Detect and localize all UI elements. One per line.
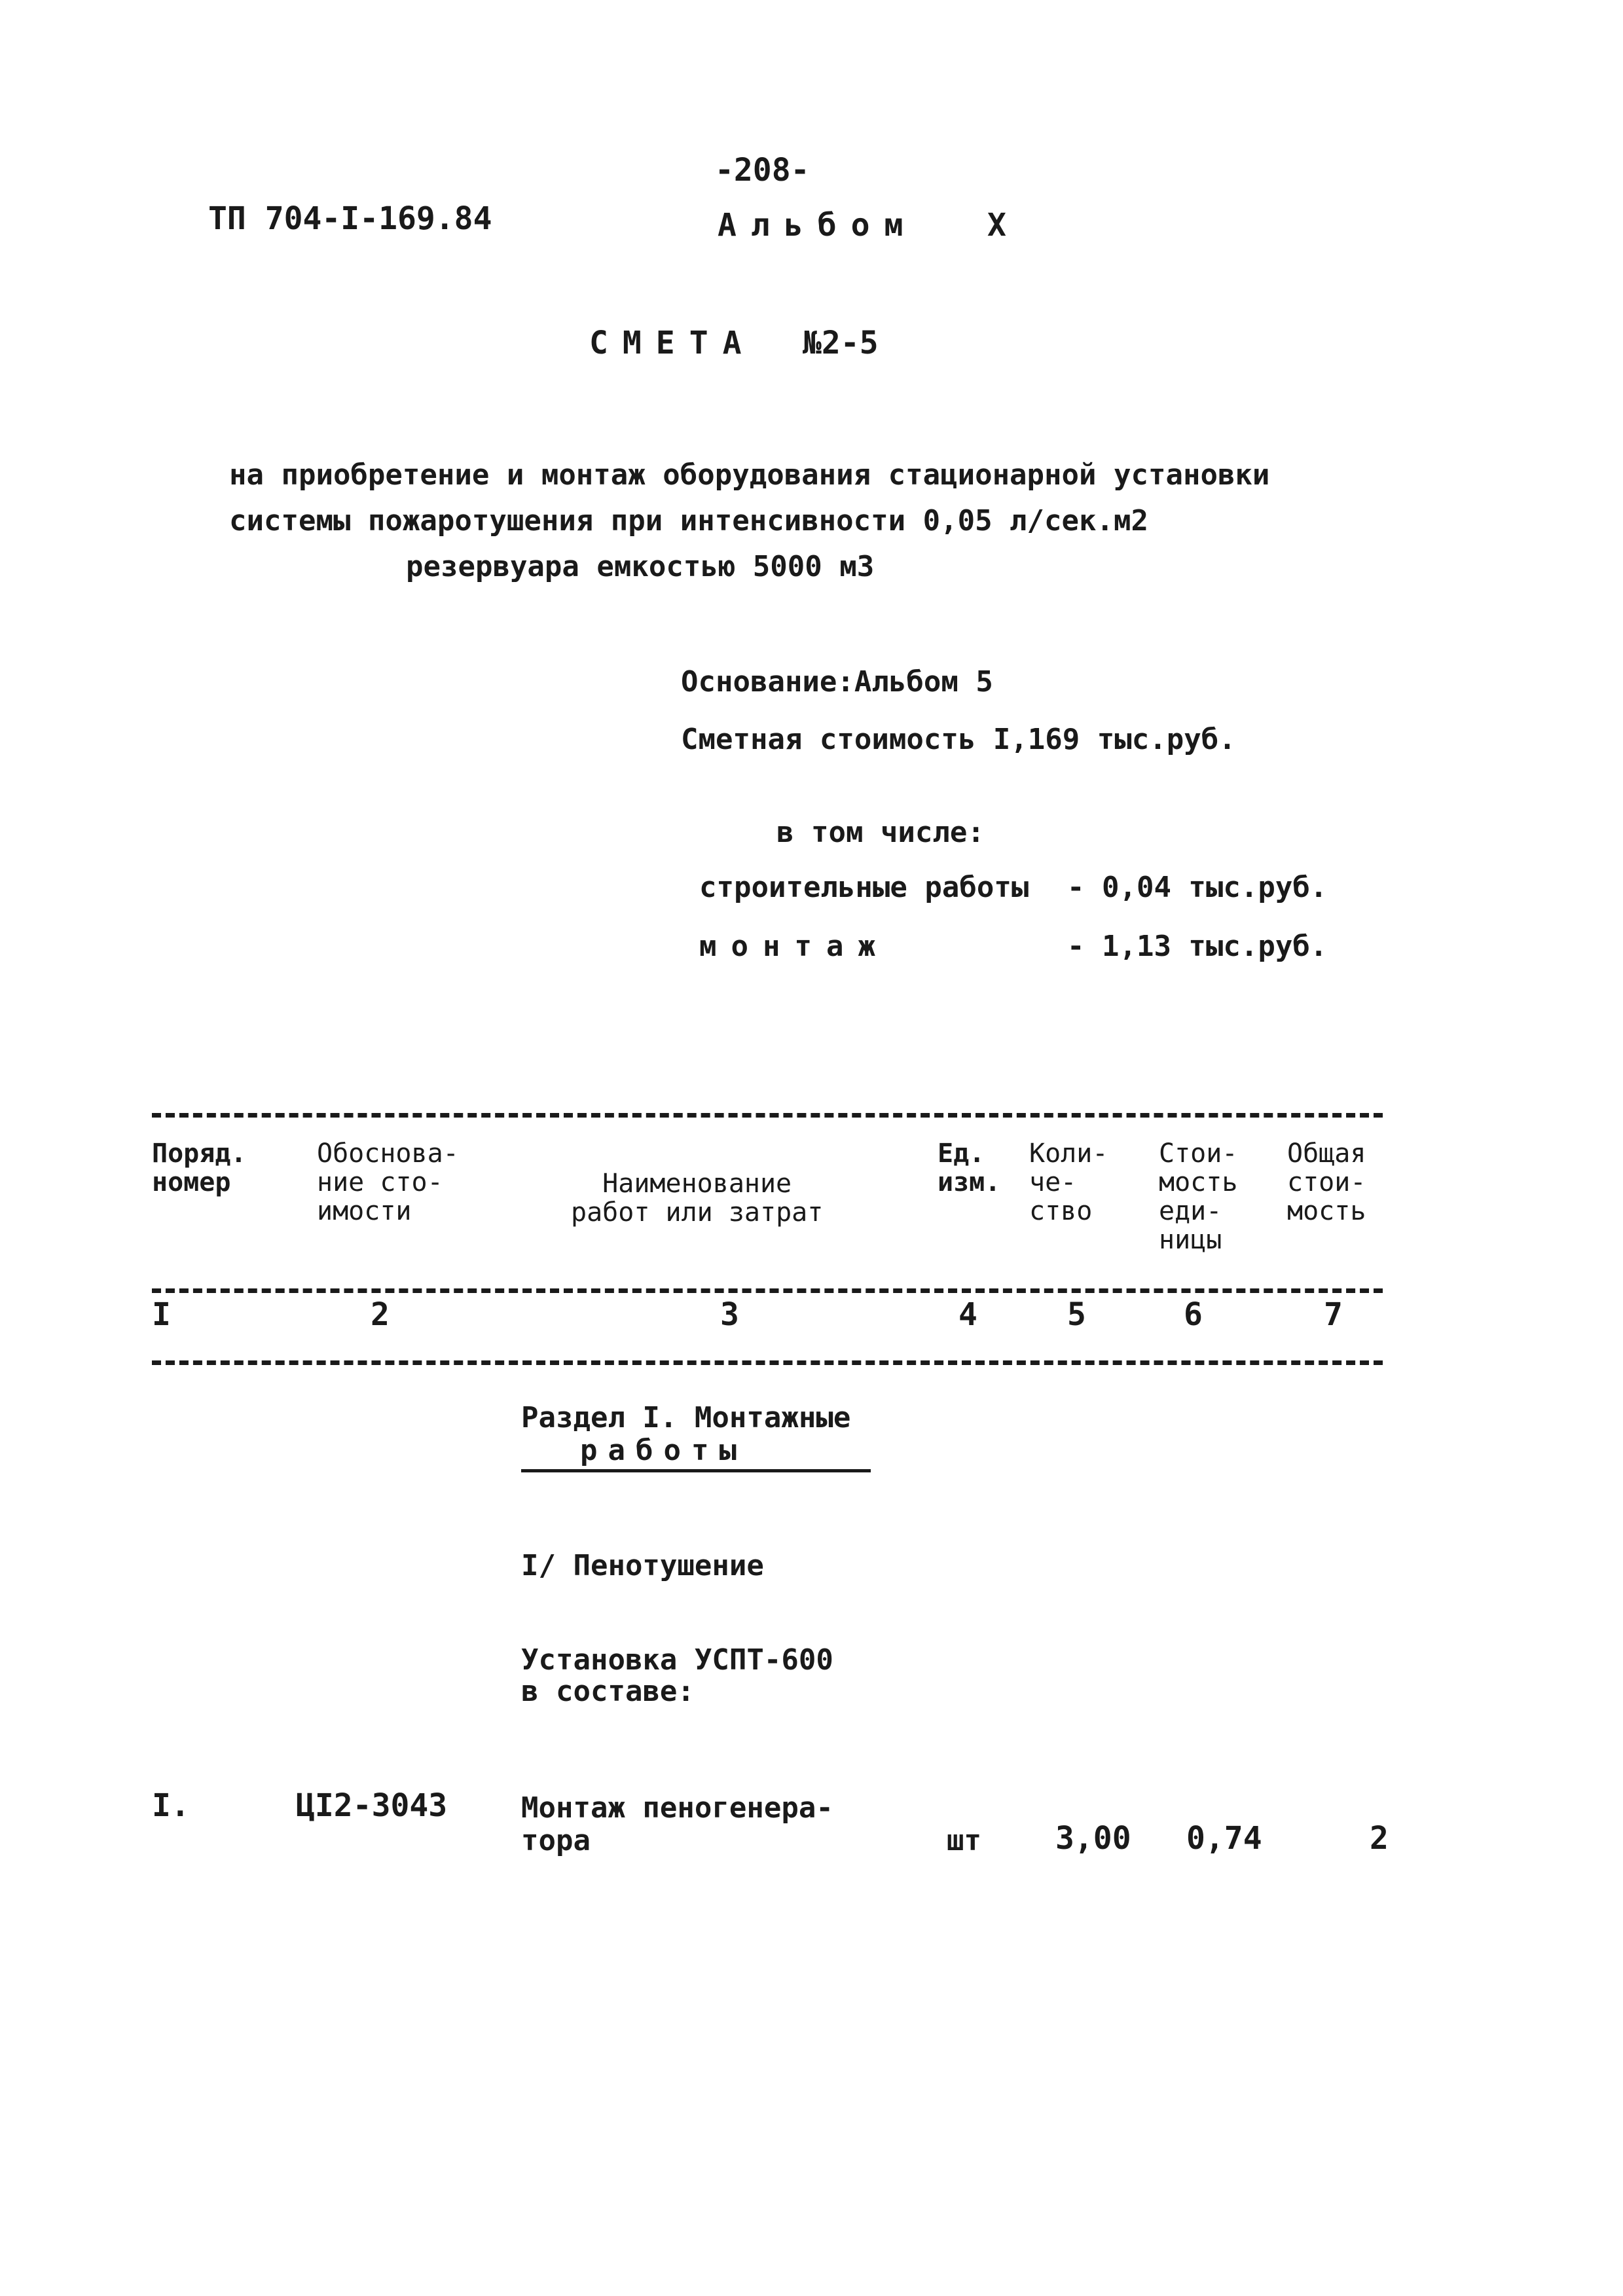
estimated-cost-text: Сметная стоимость I,169 тыс.руб.	[681, 723, 1236, 756]
group-title: Установка УСПТ-600	[521, 1643, 833, 1677]
column-number-1: I	[152, 1296, 171, 1333]
row-total-cost: 2	[1370, 1820, 1389, 1857]
section-title-underline	[521, 1469, 871, 1472]
construction-works-value: - 0,04 тыс.руб.	[1067, 871, 1328, 904]
page-number: -208-	[715, 152, 810, 189]
estimate-subtitle-line-3: резервуара емкостью 5000 м3	[406, 550, 875, 583]
table-header-rule	[152, 1288, 1383, 1293]
column-header-unit: Ед. изм.	[938, 1139, 1001, 1197]
basis-text: Основание:Альбом 5	[681, 665, 993, 699]
column-number-2: 2	[371, 1296, 390, 1333]
including-label: в том числе:	[776, 816, 985, 849]
document-code: ТП 704-I-169.84	[208, 200, 492, 237]
column-number-6: 6	[1184, 1296, 1203, 1333]
column-header-unit-cost: Стои- мость еди- ницы	[1159, 1139, 1238, 1255]
estimate-number: №2-5	[803, 325, 879, 361]
column-header-work-name: Наименование работ или затрат	[571, 1169, 824, 1228]
subsection-title: I/ Пенотушение	[521, 1549, 764, 1582]
estimate-subtitle-line-1: на приобретение и монтаж оборудования стационарной установки	[229, 458, 1270, 492]
estimate-subtitle-line-2: системы пожаротушения при интенсивности 0,05 л/сек.м2	[229, 504, 1148, 538]
row-work-name-continued: тора	[521, 1824, 591, 1857]
column-header-total-cost: Общая стои- мость	[1287, 1139, 1366, 1226]
album-number: X	[987, 207, 1006, 244]
table-top-rule	[152, 1113, 1383, 1118]
column-number-4: 4	[958, 1296, 977, 1333]
table-numbers-rule	[152, 1360, 1383, 1365]
row-quantity: 3,00	[1055, 1820, 1131, 1857]
installation-value: - 1,13 тыс.руб.	[1067, 930, 1328, 963]
row-cost-basis: ЦI2-3043	[296, 1787, 448, 1824]
section-title: Раздел I. Монтажные	[521, 1401, 851, 1434]
construction-works-label: строительные работы	[699, 871, 1029, 904]
column-header-quantity: Коли- че- ство	[1029, 1139, 1108, 1226]
section-title-continued: работы	[580, 1434, 747, 1467]
row-work-name: Монтаж пеногенера-	[521, 1791, 833, 1825]
column-header-order-number: Поряд. номер	[152, 1139, 247, 1197]
album-label: Альбом	[718, 207, 918, 244]
estimate-heading: СМЕТА	[589, 325, 756, 361]
installation-label: монтаж	[699, 930, 890, 963]
group-title-continued: в составе:	[521, 1675, 695, 1708]
column-number-3: 3	[720, 1296, 739, 1333]
column-number-7: 7	[1324, 1296, 1343, 1333]
column-number-5: 5	[1067, 1296, 1086, 1333]
row-unit: шт	[947, 1824, 981, 1857]
column-header-cost-basis: Обоснова- ние сто- имости	[317, 1139, 459, 1226]
row-number: I.	[152, 1787, 190, 1824]
row-unit-cost: 0,74	[1186, 1820, 1262, 1857]
